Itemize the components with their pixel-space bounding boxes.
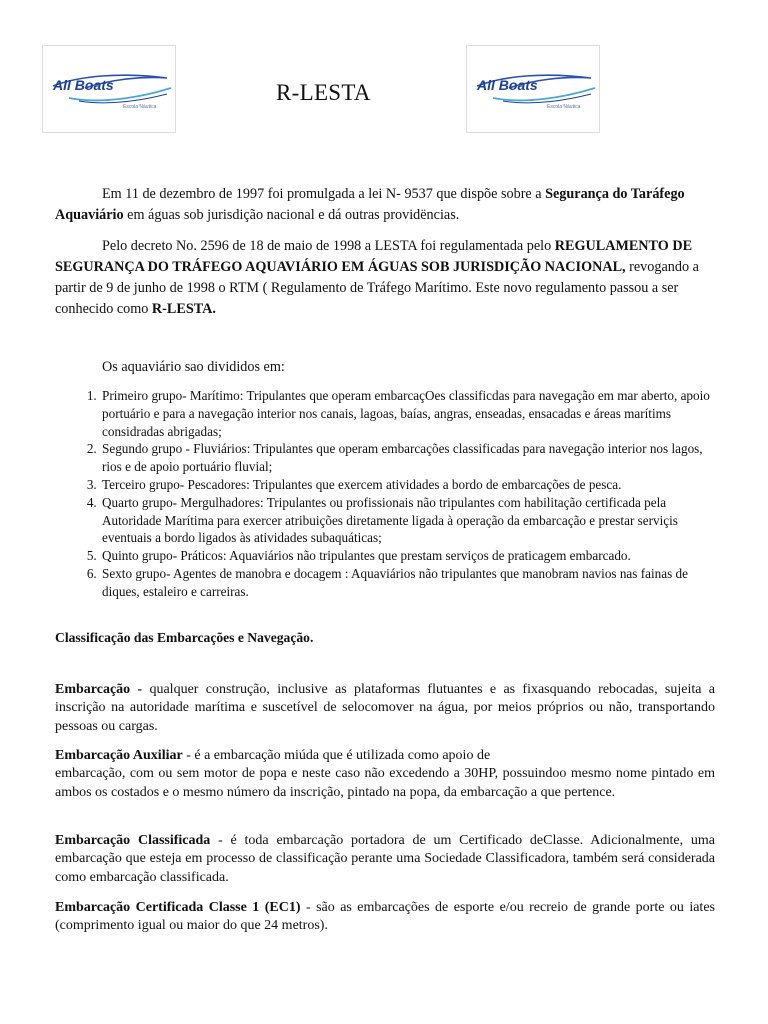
intro-paragraph-3: Os aquaviário sao divididos em: xyxy=(102,359,285,375)
logo-subtext: Escola Náutica xyxy=(547,104,581,110)
list-item: 1. Primeiro grupo- Marítimo: Tripulantes que operam embarcaçOes classificdas para navegação em mar aberto, apoio portuário e para a navegação interior nos canais, lagoas, baías, angras, enseadas, ensacadas e áreas marítims considradas abrigadas; xyxy=(100,387,715,440)
intro-paragraph-2: Pelo decreto No. 2596 de 18 de maio de 1998 a LESTA foi regulamentada pelo REGULAMENTO DE SEGURANÇA DO TRÁFEGO AQUAVIÁRIO EM ÁGUAS SOB JURISDIÇÃO NACIONAL, revogando a partir de 9 de junho de 1998 o RTM ( Regulamento de Tráfego Marítimo. Este novo regulamento passou a ser conhecido como R-LESTA. xyxy=(55,238,699,317)
all-boats-logo-left xyxy=(42,45,176,133)
logo-text: All Boats xyxy=(477,77,538,93)
list-item: 3. Terceiro grupo- Pescadores: Tripulantes que exercem atividades a bordo de embarcações de pesca. xyxy=(100,476,715,494)
page-title: R-LESTA xyxy=(276,80,371,105)
logo-subtext: Escola Náutica xyxy=(123,104,157,110)
logo-text: All Boats xyxy=(53,77,114,93)
boat-wave-icon xyxy=(49,70,173,110)
section-heading: Classificação das Embarcações e Navegação. xyxy=(55,630,314,645)
list-item: 2. Segundo grupo - Fluviários: Tripulantes que operam embarcações classificadas para navegação interior nos lagos, rios e de apoio portuário fluvial; xyxy=(100,440,715,476)
definition-embarcacao-classificada: Embarcação Classificada - é toda embarcação portadora de um Certificado deClasse. Adicionalmente, uma embarcação que esteja em processo de classificação perante uma Sociedade Classificadora, também será considerada como embarcação classificada. xyxy=(55,833,716,885)
list-item: 5. Quinto grupo- Práticos: Aquaviários não tripulantes que prestam serviços de praticagem embarcado. xyxy=(100,547,715,565)
list-item: 6. Sexto grupo- Agentes de manobra e docagem : Aquaviários não tripulantes que manobram navios nas fainas de diques, estaleiro e carreiras. xyxy=(100,565,715,601)
intro-paragraph-1: Em 11 de dezembro de 1997 foi promulgada a lei N- 9537 que dispõe sobre a Segurança do Taráfego Aquaviário em águas sob jurisdição nacional e dá outras providëncias. xyxy=(55,186,685,223)
boat-wave-icon xyxy=(473,70,597,110)
definition-embarcacao-auxiliar: Embarcação Auxiliar - é a embarcação miúda que é utilizada como apoio de embarcação, com ou sem motor de popa e neste caso não excedendo a 30HP, possuindoo mesmo nome pintado em ambos os costados e o mesmo número da inscrição, pintado na popa, da embarcação a que pertence. xyxy=(55,748,715,800)
list-item: 4. Quarto grupo- Mergulhadores: Tripulantes ou profissionais não tripulantes com habilitação certificada pela Autoridade Marítima para exercer atribuições diretamente ligada à operação da embarcação e prestar serviçis eventuais a bordo ligados às atividades subaquáticas; xyxy=(100,494,715,547)
definition-embarcacao-certificada-ec1: Embarcação Certificada Classe 1 (EC1) - são as embarcações de esporte e/ou recreio de grande porte ou iates (comprimento igual ou maior do que 24 metros). xyxy=(55,900,715,934)
all-boats-logo-right xyxy=(466,45,600,133)
aquaviario-groups-list xyxy=(55,387,715,601)
definition-embarcacao: Embarcação - qualquer construção, inclusive as plataformas flutuantes e as fixasquando rebocadas, sujeita a inscrição na autoridade marítima e suscetível de selocomover na água, por meios próprios ou não, transportando pessoas ou cargas. xyxy=(55,682,715,734)
